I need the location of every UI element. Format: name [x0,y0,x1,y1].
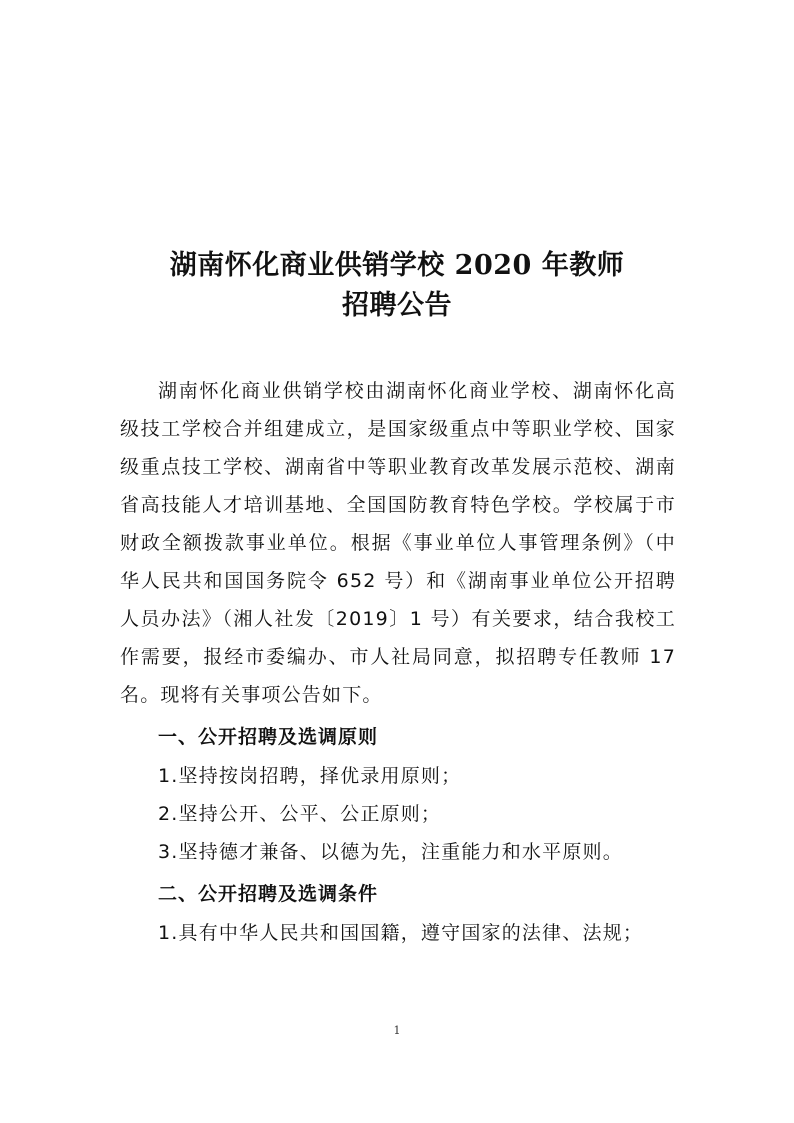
document-body [120,372,676,952]
principle-item: 1.坚持按岗招聘，择优录用原则； [158,765,462,787]
condition-item: 1.具有中华人民共和国国籍，遵守国家的法律、法规； [158,922,644,944]
intro-paragraph: 湖南怀化商业供销学校由湖南怀化商业学校、湖南怀化高级技工学校合并组建成立，是国家级重点中等职业学校、国家级重点技工学校、湖南省中等职业教育改革发展示范校、湖南省高技能人才培训基地、全国国防教育特色学校。学校属于市财政全额拨款事业单位。根据《事业单位人事管理条例》（中华人民共和国国务院令 652 号）和《湖南事业单位公开招聘人员办法》（湘人社发〔2019〕1 号）有关要求，结合我校工作需要，报经市委编办、市人社局同意，拟招聘专任教师 17 名。现将有关事项公告如下。 [120,380,676,706]
page-number: 1 [393,1024,401,1037]
section-heading-principles: 一、公开招聘及选调原则 [158,726,379,748]
principle-item: 3.坚持德才兼备、以德为先，注重能力和水平原则。 [158,841,623,863]
document-title-line1: 湖南怀化商业供销学校 2020 年教师 [169,250,625,281]
principle-item: 2.坚持公开、公平、公正原则； [158,803,442,825]
document-title-line2: 招聘公告 [342,290,452,321]
section-heading-conditions: 二、公开招聘及选调条件 [158,883,379,905]
